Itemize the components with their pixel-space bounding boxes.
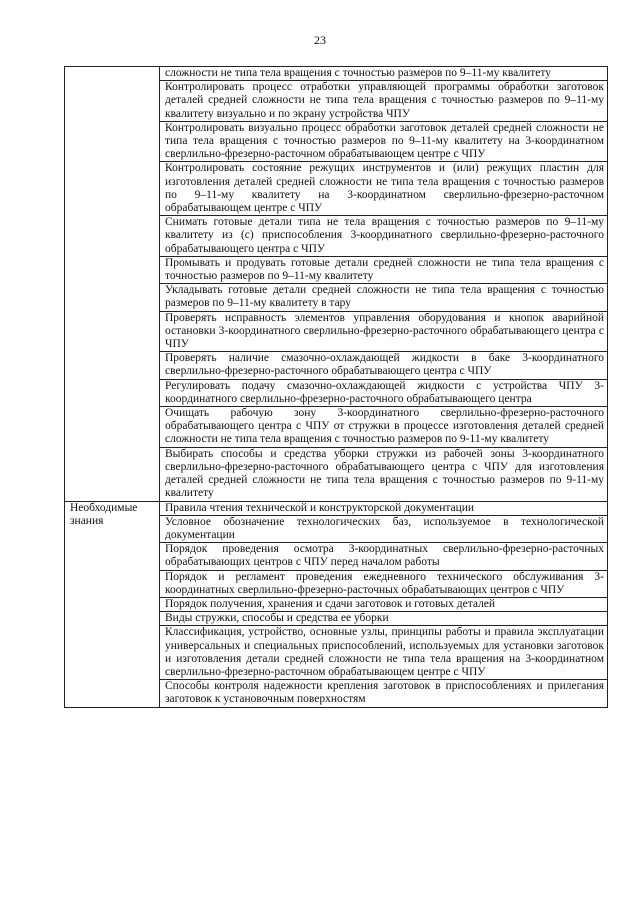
table-cell: Укладывать готовые детали средней сложности не типа тела вращения с точностью размеров по 9–11-му квалитету в тару [160,284,608,311]
table-cell: Контролировать процесс отработки управляющей программы обработки заготовок деталей средней сложности не типа тела вращения с точностью размеров по 9–11-му квалитету визуально и по экрану устройства ЧПУ [160,81,608,122]
row-label [65,67,160,502]
table-cell: Контролировать состояние режущих инструментов и (или) режущих пластин для изготовления деталей средней сложности не типа тела вращения с точностью размеров по 9–11-му квалитету на 3-координатном сверлильно-фрезерно-расточном обрабатывающем центре с ЧПУ [160,162,608,216]
table-cell: Классификация, устройство, основные узлы, принципы работы и правила эксплуатации универсальных и специальных приспособлений, используемых для установки заготовок и изготовления детали средней сложности не типа тела вращения на 3-координатном сверлильно-фрезерно-расточном обрабатывающем центре с ЧПУ [160,626,608,680]
page-number: 23 [314,33,326,47]
table-cell: Порядок получения, хранения и сдачи заготовок и готовых деталей [160,597,608,611]
table-cell: сложности не типа тела вращения с точностью размеров по 9–11-му квалитету [160,67,608,81]
table-cell: Очищать рабочую зону 3-координатного сверлильно-фрезерно-расточного обрабатывающего центра с ЧПУ от стружки в процессе изготовления деталей средней сложности не типа тела вращения с точностью размеров по 9-11-му квалитету [160,407,608,448]
table-cell: Контролировать визуально процесс обработки заготовок деталей средней сложности не типа тела вращения с точностью размеров по 9–11-му квалитету на 3-координатном сверлильно-фрезерно-расточном обрабатывающем центре с ЧПУ [160,121,608,162]
table-cell: Виды стружки, способы и средства ее уборки [160,612,608,626]
table-cell: Снимать готовые детали типа не тела вращения с точностью размеров по 9–11-му квалитету из (с) приспособления 3-координатного сверлильно-фрезерно-расточного обрабатывающего центра с ЧПУ [160,216,608,257]
table-cell: Проверять исправность элементов управления оборудования и кнопок аварийной остановки 3-координатного сверлильно-фрезерно-расточного обрабатывающего центра с ЧПУ [160,311,608,352]
table-cell: Промывать и продувать готовые детали средней сложности не типа тела вращения с точностью размеров по 9–11-му квалитету [160,256,608,283]
section-label-knowledge: Необходимые знания [65,501,160,707]
table-cell: Правила чтения технической и конструкторской документации [160,501,608,515]
table-row [65,501,608,515]
table-cell: Выбирать способы и средства уборки стружки из рабочей зоны 3-координатного сверлильно-фрезерно-расточного обрабатывающего центра с ЧПУ для изготовления деталей средней сложности не типа тела вращения с точностью размеров по 9-11-му квалитету [160,447,608,501]
table-cell: Условное обозначение технологических баз, используемое в технологической документации [160,515,608,542]
requirements-table [64,66,608,708]
table-cell: Проверять наличие смазочно-охлаждающей жидкости в баке 3-координатного сверлильно-фрезерно-расточного обрабатывающего центра с ЧПУ [160,352,608,379]
table-cell: Регулировать подачу смазочно-охлаждающей жидкости с устройства ЧПУ 3-координатного сверлильно-фрезерно-расточного обрабатывающего центра [160,379,608,406]
table-cell: Способы контроля надежности крепления заготовок в приспособлениях и прилегания заготовок к установочным поверхностям [160,680,608,707]
table-cell: Порядок проведения осмотра 3-координатных сверлильно-фрезерно-расточных обрабатывающих центров с ЧПУ перед началом работы [160,543,608,570]
table-cell: Порядок и регламент проведения ежедневного технического обслуживания 3-координатных сверлильно-фрезерно-расточных обрабатывающих центров с ЧПУ [160,570,608,597]
table-row [65,67,608,81]
